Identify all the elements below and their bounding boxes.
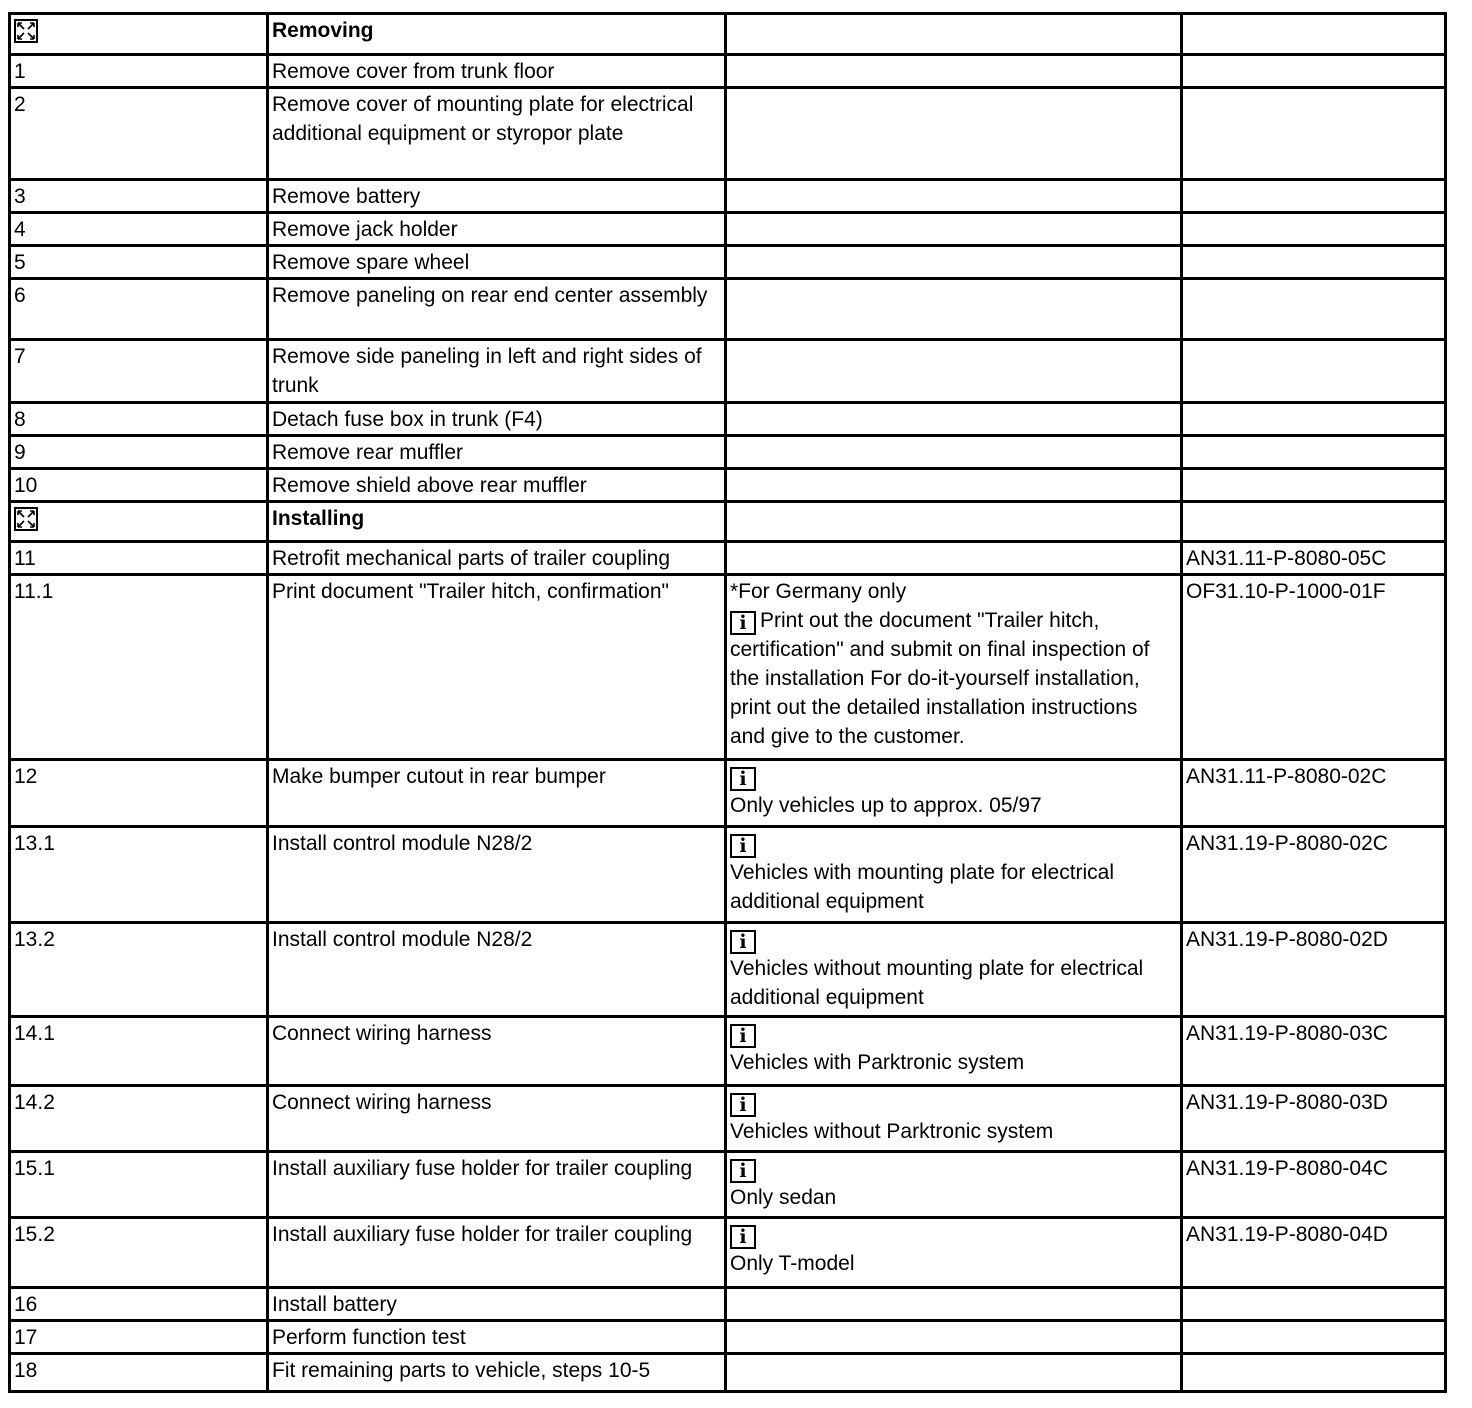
step-action: Retrofit mechanical parts of trailer coupling (268, 542, 726, 575)
step-action: Remove paneling on rear end center assembly (268, 279, 726, 340)
step-number: 9 (10, 436, 268, 469)
step-number: 15.2 (10, 1218, 268, 1288)
section-title: Installing (268, 502, 726, 542)
step-action: Connect wiring harness (268, 1017, 726, 1086)
note-text: Vehicles without Parktronic system (730, 1120, 1054, 1143)
table-row (10, 55, 1446, 88)
info-icon[interactable]: i (730, 767, 756, 791)
table-row (10, 542, 1446, 575)
table-row (10, 760, 1446, 827)
step-number: 11 (10, 542, 268, 575)
table-row (10, 469, 1446, 502)
table-row (10, 575, 1446, 760)
step-number: 7 (10, 340, 268, 403)
note-cell (726, 923, 1182, 1017)
step-action: Print document "Trailer hitch, confirmation" (268, 575, 726, 760)
table-row (10, 1086, 1446, 1152)
info-icon[interactable]: i (730, 1093, 756, 1117)
step-action: Install auxiliary fuse holder for trailer coupling (268, 1152, 726, 1218)
step-action: Fit remaining parts to vehicle, steps 10-5 (268, 1354, 726, 1392)
step-number: 5 (10, 246, 268, 279)
note-cell (726, 827, 1182, 923)
document-reference[interactable]: AN31.19-P-8080-04D (1182, 1218, 1446, 1288)
step-number: 8 (10, 403, 268, 436)
step-number: 13.2 (10, 923, 268, 1017)
note-cell (726, 1218, 1182, 1288)
table-row (10, 340, 1446, 403)
table-row (10, 213, 1446, 246)
section-header-installing (10, 502, 1446, 542)
step-number: 17 (10, 1321, 268, 1354)
step-number: 12 (10, 760, 268, 827)
step-number: 6 (10, 279, 268, 340)
document-reference[interactable]: AN31.19-P-8080-03C (1182, 1017, 1446, 1086)
document-reference[interactable]: AN31.11-P-8080-02C (1182, 760, 1446, 827)
table-row (10, 436, 1446, 469)
table-row (10, 1354, 1446, 1392)
expand-icon[interactable] (14, 19, 38, 43)
info-icon[interactable]: i (730, 1159, 756, 1183)
table-row (10, 180, 1446, 213)
step-number: 14.2 (10, 1086, 268, 1152)
table-row (10, 1017, 1446, 1086)
table-row (10, 1321, 1446, 1354)
table-row (10, 403, 1446, 436)
step-action: Remove jack holder (268, 213, 726, 246)
note-text: Only vehicles up to approx. 05/97 (730, 794, 1042, 817)
note-text: Vehicles with mounting plate for electrical additional equipment (730, 861, 1115, 913)
info-icon[interactable]: i (730, 1024, 756, 1048)
step-action: Remove battery (268, 180, 726, 213)
section-header-removing (10, 14, 1446, 55)
step-number: 11.1 (10, 575, 268, 760)
document-reference[interactable]: AN31.19-P-8080-02C (1182, 827, 1446, 923)
document-reference[interactable]: AN31.11-P-8080-05C (1182, 542, 1446, 575)
step-action: Remove cover from trunk floor (268, 55, 726, 88)
note-prefix: *For Germany only (730, 580, 907, 603)
table-row (10, 1218, 1446, 1288)
document-reference[interactable]: AN31.19-P-8080-03D (1182, 1086, 1446, 1152)
info-icon[interactable]: i (730, 611, 756, 635)
note-cell (726, 760, 1182, 827)
section-title: Removing (268, 14, 726, 55)
step-number: 13.1 (10, 827, 268, 923)
table-row (10, 88, 1446, 180)
step-action: Install battery (268, 1288, 726, 1321)
step-number: 16 (10, 1288, 268, 1321)
step-action: Install control module N28/2 (268, 923, 726, 1017)
step-action: Connect wiring harness (268, 1086, 726, 1152)
note-text: Print out the document "Trailer hitch, certification" and submit on final inspection of the installation For do-it-yourself installation, print out the detailed installation instructions and give to the customer. (730, 609, 1150, 748)
step-number: 2 (10, 88, 268, 180)
step-number: 10 (10, 469, 268, 502)
table-row (10, 246, 1446, 279)
table-row (10, 279, 1446, 340)
note-text: Vehicles with Parktronic system (730, 1051, 1025, 1074)
note-text: Vehicles without mounting plate for electrical additional equipment (730, 957, 1144, 1009)
info-icon[interactable]: i (730, 930, 756, 954)
step-number: 15.1 (10, 1152, 268, 1218)
step-number: 18 (10, 1354, 268, 1392)
note-text: Only T-model (730, 1252, 855, 1275)
note-cell (726, 575, 1182, 760)
table-row (10, 827, 1446, 923)
info-icon[interactable]: i (730, 1225, 756, 1249)
step-action: Perform function test (268, 1321, 726, 1354)
note-cell (726, 1086, 1182, 1152)
step-action: Remove spare wheel (268, 246, 726, 279)
document-reference[interactable]: OF31.10-P-1000-01F (1182, 575, 1446, 760)
document-reference[interactable]: AN31.19-P-8080-02D (1182, 923, 1446, 1017)
step-action: Remove shield above rear muffler (268, 469, 726, 502)
table-row (10, 1288, 1446, 1321)
note-cell (726, 1017, 1182, 1086)
step-action: Install control module N28/2 (268, 827, 726, 923)
step-number: 3 (10, 180, 268, 213)
document-reference[interactable]: AN31.19-P-8080-04C (1182, 1152, 1446, 1218)
step-number: 14.1 (10, 1017, 268, 1086)
step-number: 1 (10, 55, 268, 88)
info-icon[interactable]: i (730, 834, 756, 858)
note-cell (726, 1152, 1182, 1218)
table-row (10, 1152, 1446, 1218)
expand-icon[interactable] (14, 507, 38, 531)
note-text: Only sedan (730, 1186, 837, 1209)
step-action: Make bumper cutout in rear bumper (268, 760, 726, 827)
step-action: Remove rear muffler (268, 436, 726, 469)
procedure-table (8, 12, 1447, 1393)
step-action: Install auxiliary fuse holder for trailer coupling (268, 1218, 726, 1288)
table-row (10, 923, 1446, 1017)
step-action: Remove side paneling in left and right sides of trunk (268, 340, 726, 403)
step-action: Detach fuse box in trunk (F4) (268, 403, 726, 436)
step-number: 4 (10, 213, 268, 246)
step-action: Remove cover of mounting plate for electrical additional equipment or styropor plate (268, 88, 726, 180)
